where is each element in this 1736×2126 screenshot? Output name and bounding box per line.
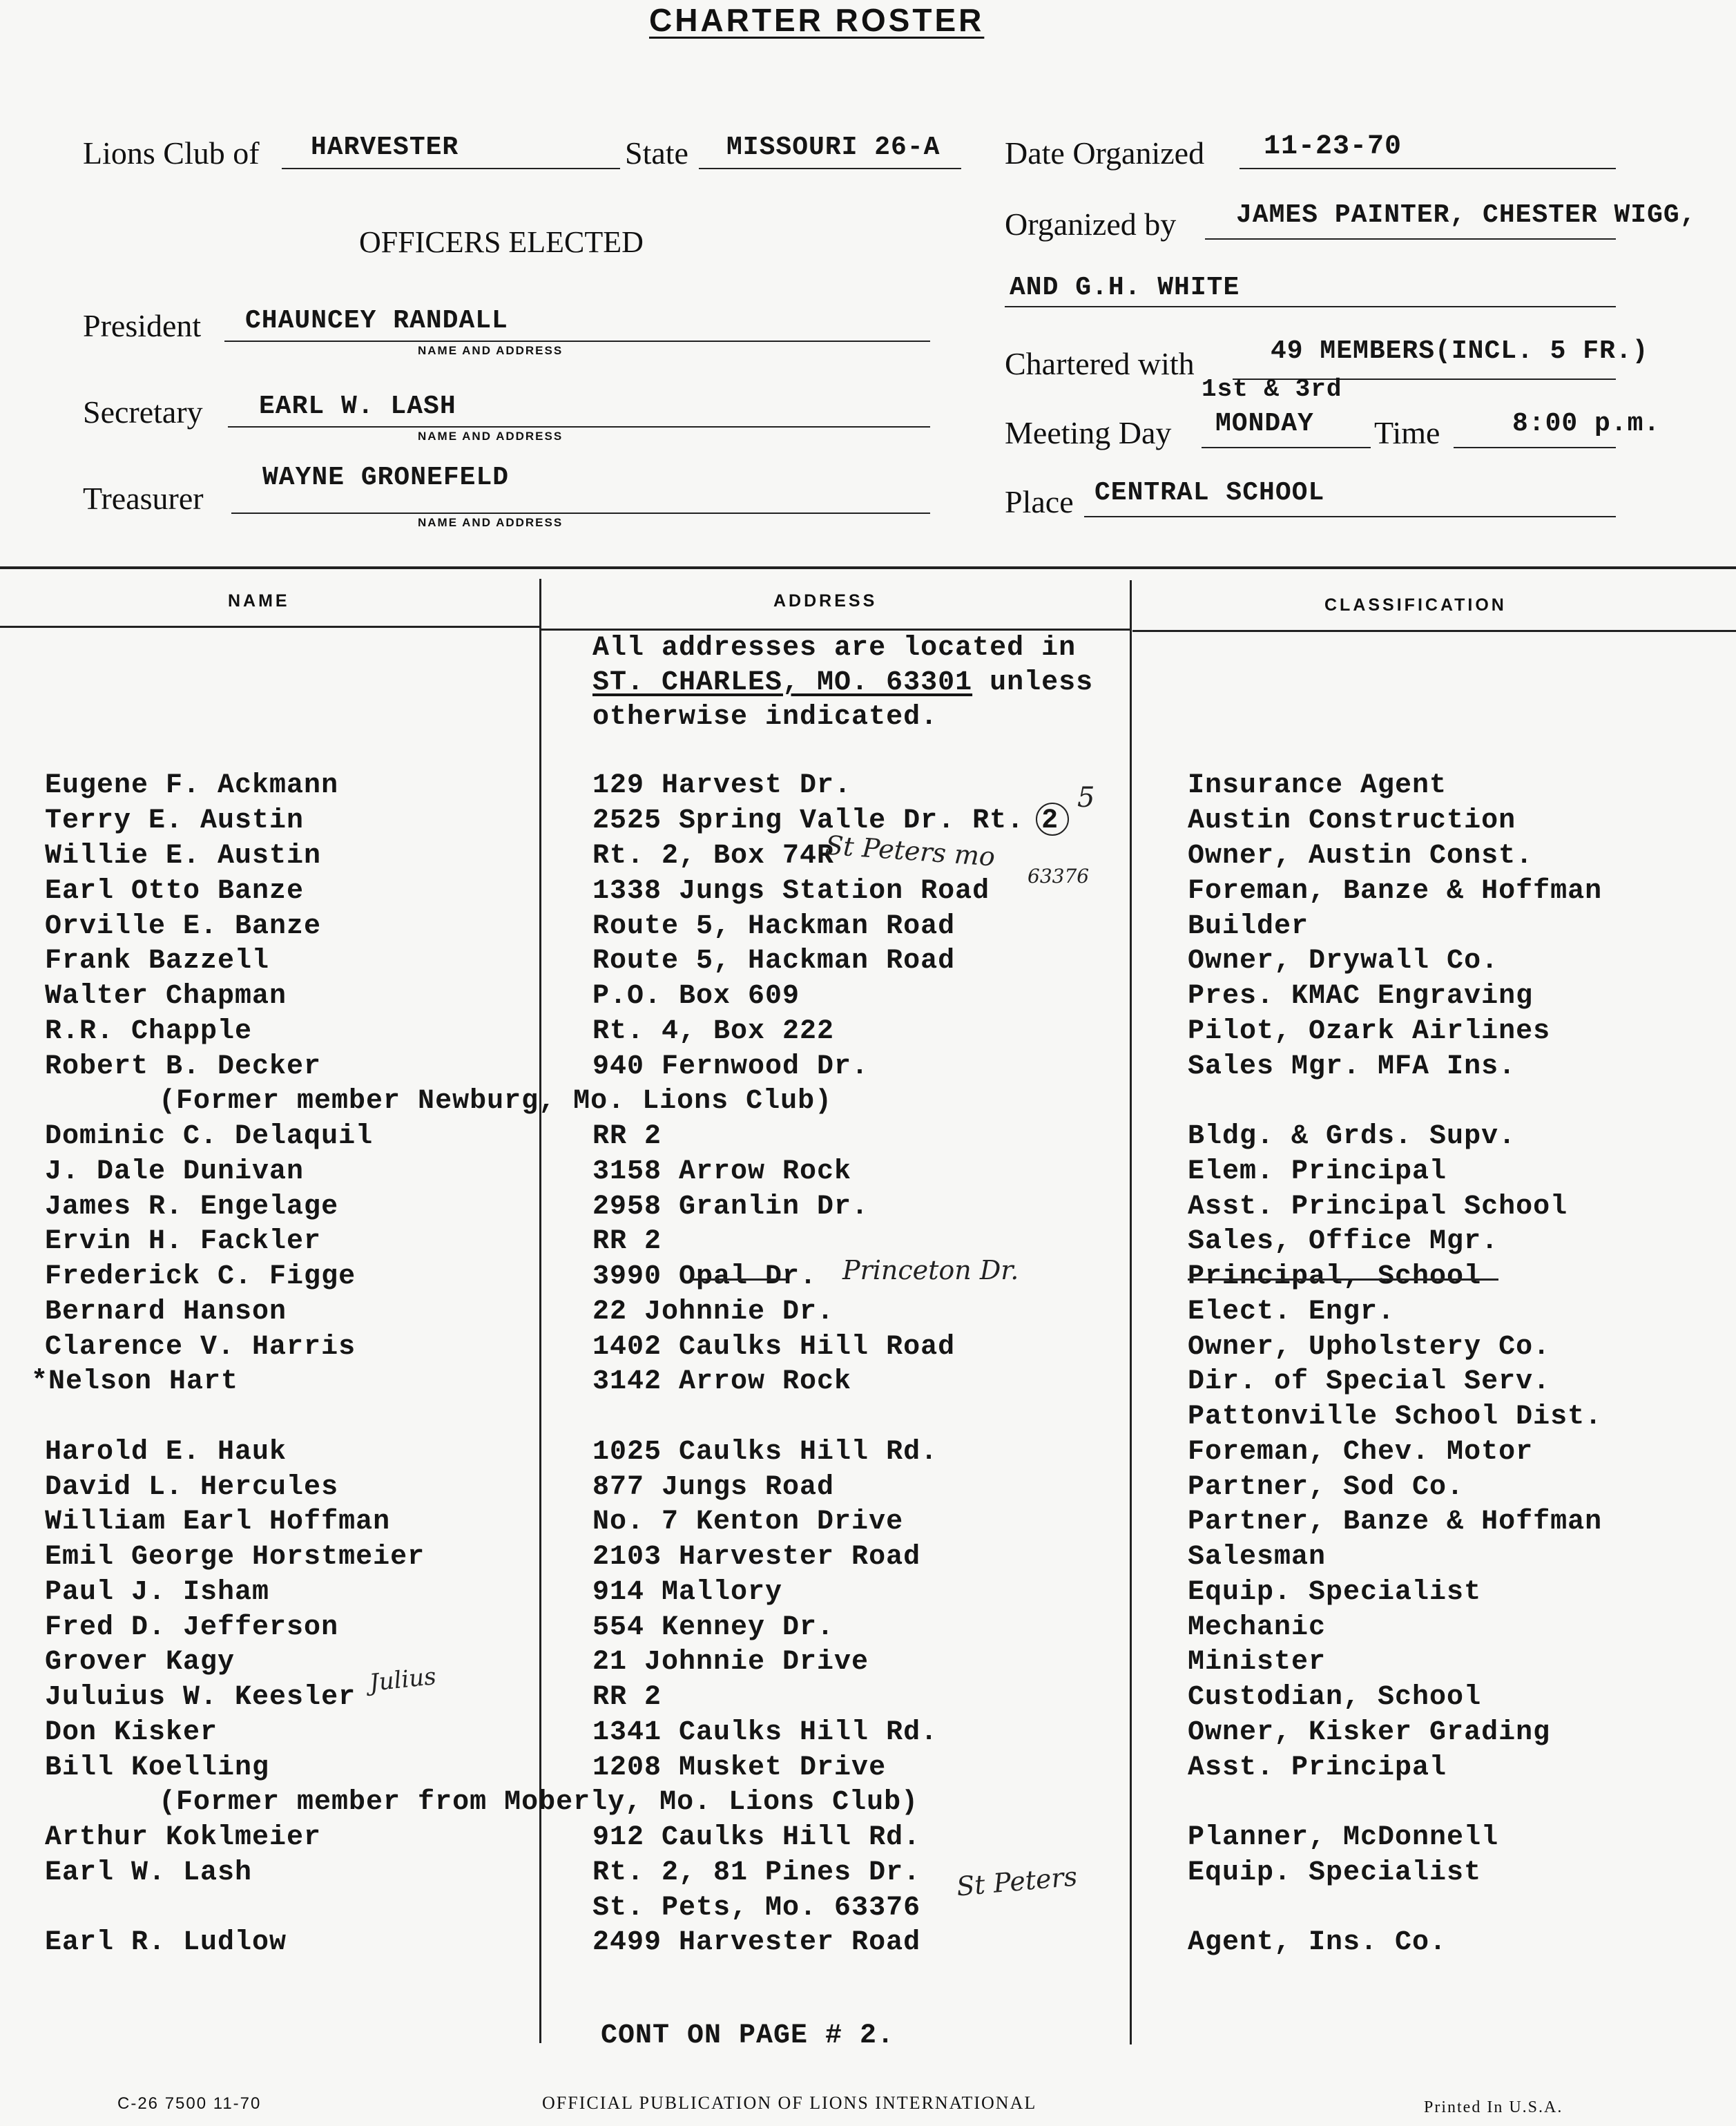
member-classification: Owner, Drywall Co. <box>1188 946 1499 977</box>
chartered-value: 49 MEMBERS(INCL. 5 FR.) <box>1271 336 1649 366</box>
handwritten-street: Princeton Dr. <box>842 1255 1019 1285</box>
address-note-unless: unless <box>972 667 1094 698</box>
member-address: 21 Johnnie Drive <box>592 1647 869 1678</box>
member-note: (Former member Newburg, Mo. Lions Club) <box>159 1086 833 1117</box>
circle-mark <box>1036 803 1069 836</box>
member-classification: Foreman, Banze & Hoffman <box>1188 876 1603 907</box>
member-name: Don Kisker <box>45 1717 218 1748</box>
meeting-day-label: Meeting Day <box>1005 415 1172 450</box>
column-header-classification: CLASSIFICATION <box>1324 595 1507 615</box>
place-value: CENTRAL SCHOOL <box>1094 478 1325 508</box>
member-classification: Asst. Principal <box>1188 1752 1447 1783</box>
member-classification: Equip. Specialist <box>1188 1577 1482 1608</box>
member-address: 2499 Harvester Road <box>592 1927 921 1958</box>
club-underline <box>282 168 620 169</box>
member-classification: Asst. Principal School <box>1188 1191 1568 1223</box>
president-caption: NAME AND ADDRESS <box>418 344 563 357</box>
member-classification: Custodian, School <box>1188 1682 1482 1713</box>
table-header-rule-left <box>0 626 541 628</box>
address-note-city: ST. CHARLES, MO. 63301 <box>592 667 973 698</box>
member-classification: Equip. Specialist <box>1188 1857 1482 1888</box>
place-underline <box>1084 516 1616 517</box>
organized-by-label: Organized by <box>1005 207 1177 242</box>
address-note-line2 <box>592 667 1093 698</box>
state-underline <box>699 168 961 169</box>
date-underline <box>1240 168 1616 169</box>
member-address: RR 2 <box>592 1682 662 1713</box>
member-classification: Builder <box>1188 911 1309 942</box>
member-name: Bernard Hanson <box>45 1296 287 1328</box>
time-value: 8:00 p.m. <box>1512 409 1661 439</box>
member-name: Eugene F. Ackmann <box>45 770 339 801</box>
member-classification: Elect. Engr. <box>1188 1296 1396 1328</box>
member-address: Rt. 2, 81 Pines Dr. <box>592 1857 921 1888</box>
member-name: Robert B. Decker <box>45 1051 322 1082</box>
member-address: 2525 Spring Valle Dr. Rt. 2 <box>592 805 1059 836</box>
state-label: State <box>625 135 688 171</box>
member-name: James R. Engelage <box>45 1191 339 1223</box>
member-classification: Owner, Kisker Grading <box>1188 1717 1551 1748</box>
member-name: David L. Hercules <box>45 1472 339 1503</box>
member-classification: Insurance Agent <box>1188 770 1447 801</box>
member-address: 2958 Granlin Dr. <box>592 1191 869 1223</box>
member-name: *Nelson Hart <box>31 1366 239 1397</box>
organized-by-value: JAMES PAINTER, CHESTER WIGG, <box>1236 200 1697 230</box>
member-address: 912 Caulks Hill Rd. <box>592 1822 921 1853</box>
member-classification: Planner, McDonnell <box>1188 1822 1499 1853</box>
club-label: Lions Club of <box>83 135 260 171</box>
column-divider-left <box>539 579 541 2043</box>
member-classification: Pilot, Ozark Airlines <box>1188 1016 1551 1047</box>
member-address: 1402 Caulks Hill Road <box>592 1332 956 1363</box>
member-name: Grover Kagy <box>45 1647 235 1678</box>
member-classification: Partner, Sod Co. <box>1188 1472 1465 1503</box>
member-address: 877 Jungs Road <box>592 1472 835 1503</box>
meeting-frequency: 1st & 3rd <box>1202 375 1342 403</box>
member-name: R.R. Chapple <box>45 1016 253 1047</box>
member-classification: Owner, Austin Const. <box>1188 841 1534 872</box>
handwritten-city-2: St Peters <box>955 1861 1079 1902</box>
member-address: 129 Harvest Dr. <box>592 770 852 801</box>
member-name: Orville E. Banze <box>45 911 322 942</box>
handwritten-route-number: 5 <box>1077 782 1095 814</box>
member-classification: Pattonville School Dist. <box>1188 1401 1603 1433</box>
secretary-value: EARL W. LASH <box>259 392 456 421</box>
secretary-caption: NAME AND ADDRESS <box>418 430 563 443</box>
member-name: Fred D. Jefferson <box>45 1612 339 1643</box>
member-classification: Austin Construction <box>1188 805 1516 836</box>
member-address: Route 5, Hackman Road <box>592 911 956 942</box>
strikethrough-line <box>691 1279 787 1281</box>
handwritten-name: Julius <box>368 1663 438 1697</box>
secretary-label: Secretary <box>83 394 203 430</box>
member-name: Arthur Koklmeier <box>45 1822 322 1853</box>
member-address: 3990 Opal Dr. <box>592 1261 818 1292</box>
member-name: William Earl Hoffman <box>45 1506 391 1538</box>
organized-by-underline <box>1205 238 1616 240</box>
handwritten-zip: 63376 <box>1028 865 1090 888</box>
member-name: Frank Bazzell <box>45 946 270 977</box>
strikethrough-line <box>1188 1279 1498 1281</box>
member-name: Emil George Horstmeier <box>45 1542 425 1573</box>
column-header-address: ADDRESS <box>773 591 878 611</box>
meeting-day-value: MONDAY <box>1215 409 1314 439</box>
member-classification: Partner, Banze & Hoffman <box>1188 1506 1603 1538</box>
organized-by-value-2: AND G.H. WHITE <box>1010 273 1240 303</box>
time-underline <box>1454 447 1616 448</box>
member-classification: Sales Mgr. MFA Ins. <box>1188 1051 1516 1082</box>
member-name: Clarence V. Harris <box>45 1332 356 1363</box>
column-divider-right <box>1130 580 1132 2044</box>
member-address: P.O. Box 609 <box>592 981 800 1012</box>
member-address: 940 Fernwood Dr. <box>592 1051 869 1082</box>
member-address: RR 2 <box>592 1121 662 1152</box>
member-address: 914 Mallory <box>592 1577 783 1608</box>
officers-heading: OFFICERS ELECTED <box>359 225 644 259</box>
member-name: Harold E. Hauk <box>45 1437 287 1468</box>
member-name: Willie E. Austin <box>45 841 322 872</box>
member-name: Walter Chapman <box>45 981 287 1012</box>
place-label: Place <box>1005 484 1074 519</box>
chartered-label: Chartered with <box>1005 346 1195 381</box>
handwritten-city: St Peters mo <box>824 830 996 872</box>
member-address: 22 Johnnie Dr. <box>592 1296 835 1328</box>
column-header-name: NAME <box>228 591 290 611</box>
member-name: Terry E. Austin <box>45 805 305 836</box>
member-address: 1025 Caulks Hill Rd. <box>592 1437 938 1468</box>
meeting-day-underline <box>1202 447 1371 448</box>
member-name: Paul J. Isham <box>45 1577 270 1608</box>
member-classification: Elem. Principal <box>1188 1156 1447 1187</box>
member-address: 2103 Harvester Road <box>592 1542 921 1573</box>
form-code: C-26 7500 11-70 <box>117 2094 262 2113</box>
member-address: Rt. 2, Box 74R <box>592 841 835 872</box>
member-classification: Principal, School <box>1188 1261 1482 1292</box>
president-underline <box>224 341 930 342</box>
member-name: Bill Koelling <box>45 1752 270 1783</box>
member-classification: Minister <box>1188 1647 1327 1678</box>
secretary-underline <box>228 426 930 428</box>
member-address: 1338 Jungs Station Road <box>592 876 990 907</box>
member-classification: Dir. of Special Serv. <box>1188 1366 1551 1397</box>
club-value: HARVESTER <box>311 133 459 162</box>
member-classification: Foreman, Chev. Motor <box>1188 1437 1534 1468</box>
time-label: Time <box>1374 415 1440 450</box>
continued-note: CONT ON PAGE # 2. <box>601 2020 895 2051</box>
member-classification: Owner, Upholstery Co. <box>1188 1332 1551 1363</box>
table-top-rule <box>0 566 1736 569</box>
member-classification: Salesman <box>1188 1542 1327 1573</box>
member-address: 1208 Musket Drive <box>592 1752 887 1783</box>
member-name: Earl W. Lash <box>45 1857 253 1888</box>
member-address: 3142 Arrow Rock <box>592 1366 852 1397</box>
member-name: Earl R. Ludlow <box>45 1927 287 1958</box>
printed-in: Printed In U.S.A. <box>1424 2098 1563 2116</box>
member-name: Juluius W. Keesler <box>45 1682 356 1713</box>
address-note-line3: otherwise indicated. <box>592 702 938 733</box>
member-address: 3158 Arrow Rock <box>592 1156 852 1187</box>
member-address: Route 5, Hackman Road <box>592 946 956 977</box>
member-classification: Pres. KMAC Engraving <box>1188 981 1534 1012</box>
member-name: Earl Otto Banze <box>45 876 305 907</box>
treasurer-label: Treasurer <box>83 481 204 516</box>
president-value: CHAUNCEY RANDALL <box>245 306 508 336</box>
member-address: 554 Kenney Dr. <box>592 1612 835 1643</box>
member-name: Frederick C. Figge <box>45 1261 356 1292</box>
member-name: J. Dale Dunivan <box>45 1156 305 1187</box>
member-classification: Agent, Ins. Co. <box>1188 1927 1447 1958</box>
member-name: Ervin H. Fackler <box>45 1226 322 1257</box>
date-value: 11-23-70 <box>1264 131 1402 162</box>
page-title: CHARTER ROSTER <box>649 2 985 38</box>
date-label: Date Organized <box>1005 135 1205 171</box>
address-note-line1: All addresses are located in <box>592 633 1077 664</box>
member-name: Dominic C. Delaquil <box>45 1121 374 1152</box>
member-classification: Bldg. & Grds. Supv. <box>1188 1121 1516 1152</box>
treasurer-value: WAYNE GRONEFELD <box>262 463 510 492</box>
publication-line: OFFICIAL PUBLICATION OF LIONS INTERNATIONAL <box>542 2093 1037 2113</box>
member-classification: Sales, Office Mgr. <box>1188 1226 1499 1257</box>
member-note: (Former member from Moberly, Mo. Lions Club) <box>159 1787 919 1818</box>
member-address: RR 2 <box>592 1226 662 1257</box>
member-address: 1341 Caulks Hill Rd. <box>592 1717 938 1748</box>
president-label: President <box>83 308 202 343</box>
member-address: No. 7 Kenton Drive <box>592 1506 904 1538</box>
organized-by-underline-2 <box>1005 306 1616 307</box>
table-header-rule-mid <box>541 629 1130 631</box>
member-address: Rt. 4, Box 222 <box>592 1016 835 1047</box>
state-value: MISSOURI 26-A <box>726 133 941 162</box>
treasurer-caption: NAME AND ADDRESS <box>418 516 563 529</box>
member-address: St. Pets, Mo. 63376 <box>592 1893 921 1924</box>
table-header-rule-right <box>1132 630 1736 632</box>
member-classification: Mechanic <box>1188 1612 1327 1643</box>
treasurer-underline <box>231 513 930 514</box>
